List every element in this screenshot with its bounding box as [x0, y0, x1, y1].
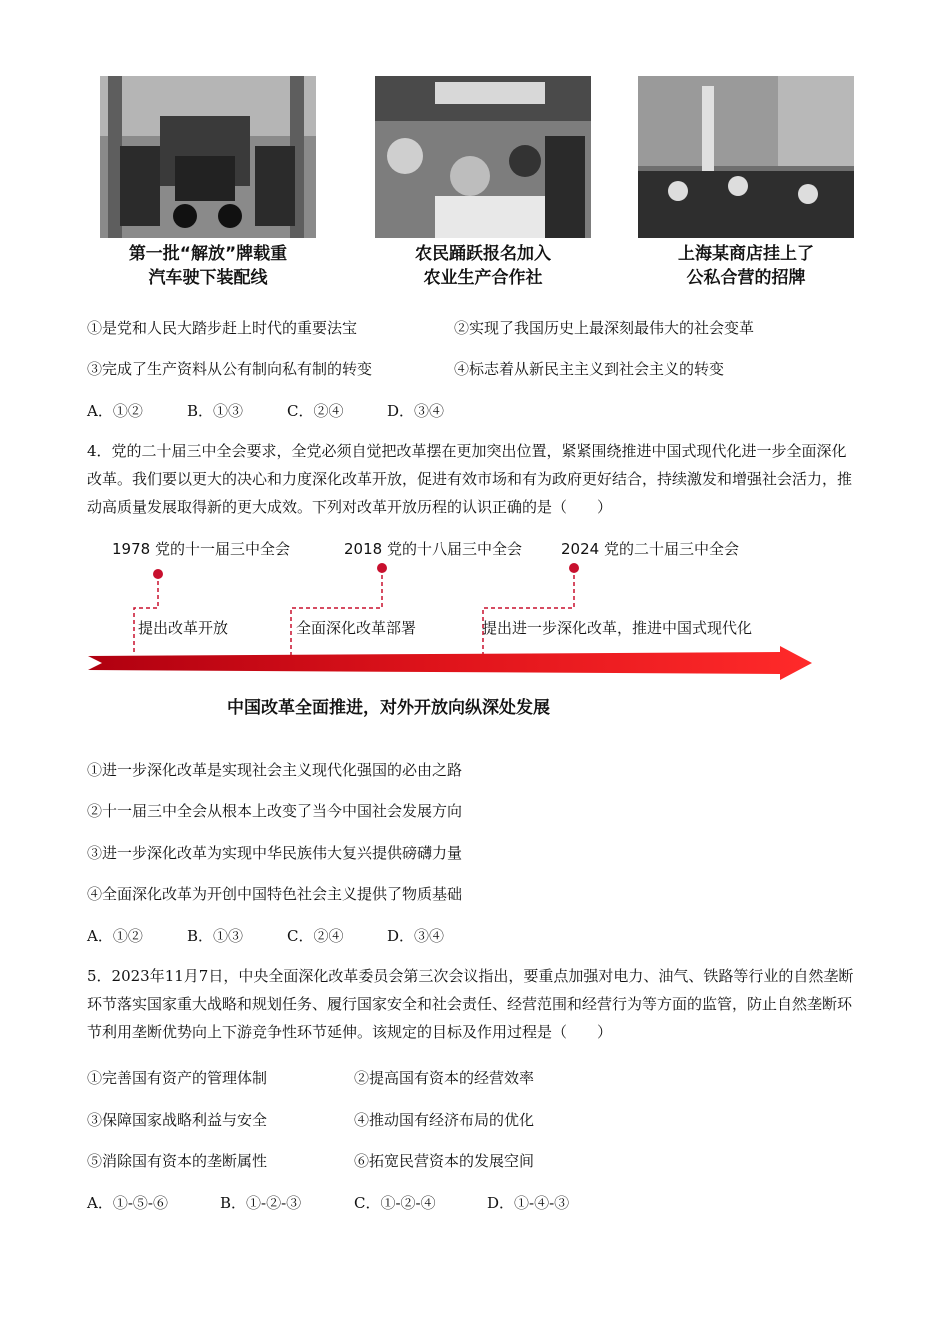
photo-trucks: [100, 76, 316, 238]
q4-answer-a: A．①②: [87, 927, 143, 945]
q4-stem: 4．党的二十届三中全会要求，全党必须自觉把改革摆在更加突出位置，紧紧围绕推进中国式现代化进一步全面深化改革。我们要以更大的决心和力度深化改革开放，促进有效市场和有为政府更好结合，持续激发和增强社会活力，推动高质量发展取得新的更大成效。下列对改革开放历程的认识正确的是（ ）: [87, 442, 853, 516]
q5-answer-d: D．①-④-③: [487, 1194, 570, 1212]
q3-option-4: ④标志着从新民主主义到社会主义的转变: [454, 360, 725, 378]
timeline-connector-1: [134, 574, 158, 655]
q5-option-2: ②提高国有资本的经营效率: [354, 1069, 535, 1087]
photo-shop: [638, 76, 854, 238]
timeline-arrow: [88, 646, 812, 680]
timeline-connector-3: [483, 568, 574, 655]
timeline-connector-2: [291, 568, 382, 655]
q4-answer-c: C．②④: [287, 927, 344, 945]
q3-answer-a: A．①②: [87, 402, 143, 420]
q5-answer-c: C．①-②-④: [354, 1194, 436, 1212]
timeline-dot-3: [569, 563, 579, 573]
photo-caption-1: 第一批“解放”牌载重 汽车驶下装配线: [128, 244, 288, 288]
timeline-caption: 中国改革全面推进，对外开放向纵深处发展: [227, 698, 550, 718]
timeline-event-1-note: 提出改革开放: [138, 619, 229, 637]
q5-answer-a: A．①-⑤-⑥: [87, 1194, 168, 1212]
timeline-dot-1: [153, 569, 163, 579]
q5-option-3: ③保障国家战略利益与安全: [87, 1111, 268, 1129]
timeline-event-2-note: 全面深化改革部署: [296, 619, 417, 637]
q5-option-6: ⑥拓宽民营资本的发展空间: [354, 1152, 535, 1170]
q3-answer-b: B．①③: [187, 402, 244, 420]
q4-answer-d: D．③④: [387, 927, 445, 945]
q5-stem: 5．2023年11月7日，中央全面深化改革委员会第三次会议指出，要重点加强对电力、油气、铁路等行业的自然垄断环节落实国家重大战略和规划任务、履行国家安全和社会责任、经营范围和经营行为等方面的监管，防止自然垄断环节利用垄断优势向上下游竞争性环节延伸。该规定的目标及作用过程是（ ）: [87, 967, 854, 1041]
q5-option-4: ④推动国有经济布局的优化: [354, 1111, 535, 1129]
q3-option-2: ②实现了我国历史上最深刻最伟大的社会变革: [454, 319, 755, 337]
timeline-event-2-label: 2018 党的十八届三中全会: [344, 540, 522, 558]
q4-option-1: ①进一步深化改革是实现社会主义现代化强国的必由之路: [87, 761, 463, 779]
q4-answer-b: B．①③: [187, 927, 244, 945]
timeline-event-1-label: 1978 党的十一届三中全会: [112, 540, 290, 558]
q3-answer-d: D．③④: [387, 402, 445, 420]
q3-option-1: ①是党和人民大踏步赶上时代的重要法宝: [87, 319, 358, 337]
q3-option-3: ③完成了生产资料从公有制向私有制的转变: [87, 360, 373, 378]
q5-option-1: ①完善国有资产的管理体制: [87, 1069, 268, 1087]
photo-caption-3: 上海某商店挂上了 公私合营的招牌: [678, 244, 814, 288]
q3-answer-c: C．②④: [287, 402, 344, 420]
q5-answer-b: B．①-②-③: [220, 1194, 302, 1212]
photo-farmers: [375, 76, 591, 238]
q5-option-5: ⑤消除国有资本的垄断属性: [87, 1152, 268, 1170]
q4-option-4: ④全面深化改革为开创中国特色社会主义提供了物质基础: [87, 885, 463, 903]
timeline-event-3-label: 2024 党的二十届三中全会: [561, 540, 739, 558]
timeline-event-3-note: 提出进一步深化改革，推进中国式现代化: [482, 619, 753, 637]
q4-option-2: ②十一届三中全会从根本上改变了当今中国社会发展方向: [87, 802, 463, 820]
photo-caption-2: 农民踊跃报名加入 农业生产合作社: [415, 244, 551, 288]
timeline-dot-2: [377, 563, 387, 573]
q4-option-3: ③进一步深化改革为实现中华民族伟大复兴提供磅礴力量: [87, 844, 463, 862]
